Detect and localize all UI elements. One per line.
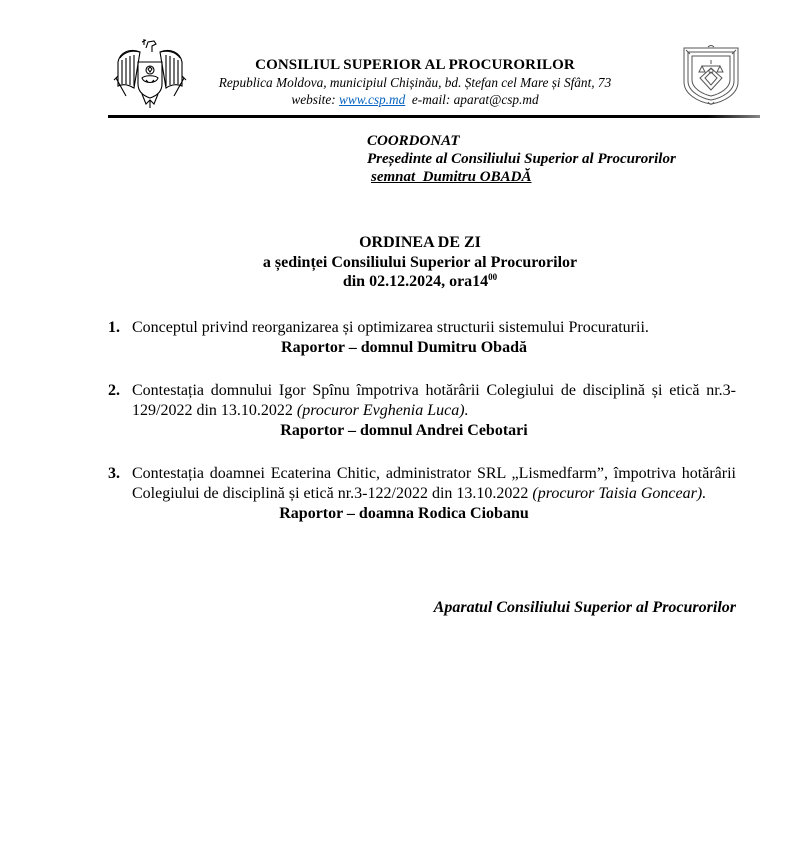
agenda-item <box>108 464 736 524</box>
moldova-coat-of-arms-icon <box>112 38 188 110</box>
agenda-item-number: 2. <box>108 382 120 399</box>
agenda-item-rapporteur: Raportor – doamna Rodica Ciobanu <box>279 505 529 522</box>
title-subheading: a ședinței Consiliului Superior al Procurorilor <box>262 253 578 271</box>
title-date-text: din 02.12.2024, ora14 <box>342 273 489 290</box>
agenda-item-note: (procuror Evghenia Luca). <box>296 402 469 419</box>
agenda-item-text <box>132 318 736 338</box>
agenda-item-number: 1. <box>108 319 120 336</box>
agenda-item <box>108 318 736 358</box>
agenda-item-text <box>132 464 736 504</box>
agenda-item-note: (procuror Taisia Goncear). <box>532 485 707 502</box>
org-name: CONSILIUL SUPERIOR AL PROCURORILOR <box>255 57 575 73</box>
org-address: Republica Moldova, municipiul Chișinău, bd. Ștefan cel Mare și Sfânt, 73 <box>218 75 612 90</box>
agenda-item-description: Contestația domnului Igor Spînu împotriva hotărârii Colegiului de disciplină și etică nr.3-129/2022 din 13.10.2022 <box>132 382 736 419</box>
website-label: website: <box>291 92 336 107</box>
approval-signature: semnat Dumitru OBADĂ <box>371 169 532 185</box>
csp-seal-icon <box>680 44 742 106</box>
agenda-item-description: Conceptul privind reorganizarea și optimizarea structurii sistemului Procuraturii. <box>132 319 649 336</box>
letterhead <box>190 56 640 108</box>
footer-signature: Aparatul Consiliului Superior al Procurorilor <box>433 599 736 616</box>
title-time-minutes: 00 <box>488 272 498 282</box>
agenda-list <box>108 318 736 524</box>
agenda-item-number: 3. <box>108 465 120 482</box>
approval-position: Președinte al Consiliului Superior al Procurorilor <box>367 151 676 167</box>
approval-status: COORDONAT <box>367 133 460 149</box>
agenda-item-rapporteur: Raportor – domnul Andrei Cebotari <box>280 422 528 439</box>
title-heading: ORDINEA DE ZI <box>359 234 481 251</box>
header-divider <box>108 115 760 118</box>
website-link[interactable]: www.csp.md <box>339 92 406 107</box>
title-date <box>0 272 789 292</box>
email-address: aparat@csp.md <box>453 92 539 107</box>
document-title <box>0 233 789 292</box>
email-label: e-mail: <box>411 92 451 107</box>
agenda-item-text <box>132 381 736 421</box>
org-contacts <box>190 91 640 108</box>
agenda-item-rapporteur: Raportor – domnul Dumitru Obadă <box>281 339 527 356</box>
agenda-item <box>108 381 736 441</box>
approval-block <box>367 132 676 186</box>
agenda-item-description: Contestația doamnei Ecaterina Chitic, administrator SRL „Lismedfarm”, împotriva hotărârii Colegiului de disciplină și etică nr.3-122/2022 din 13.10.2022 <box>132 465 736 502</box>
